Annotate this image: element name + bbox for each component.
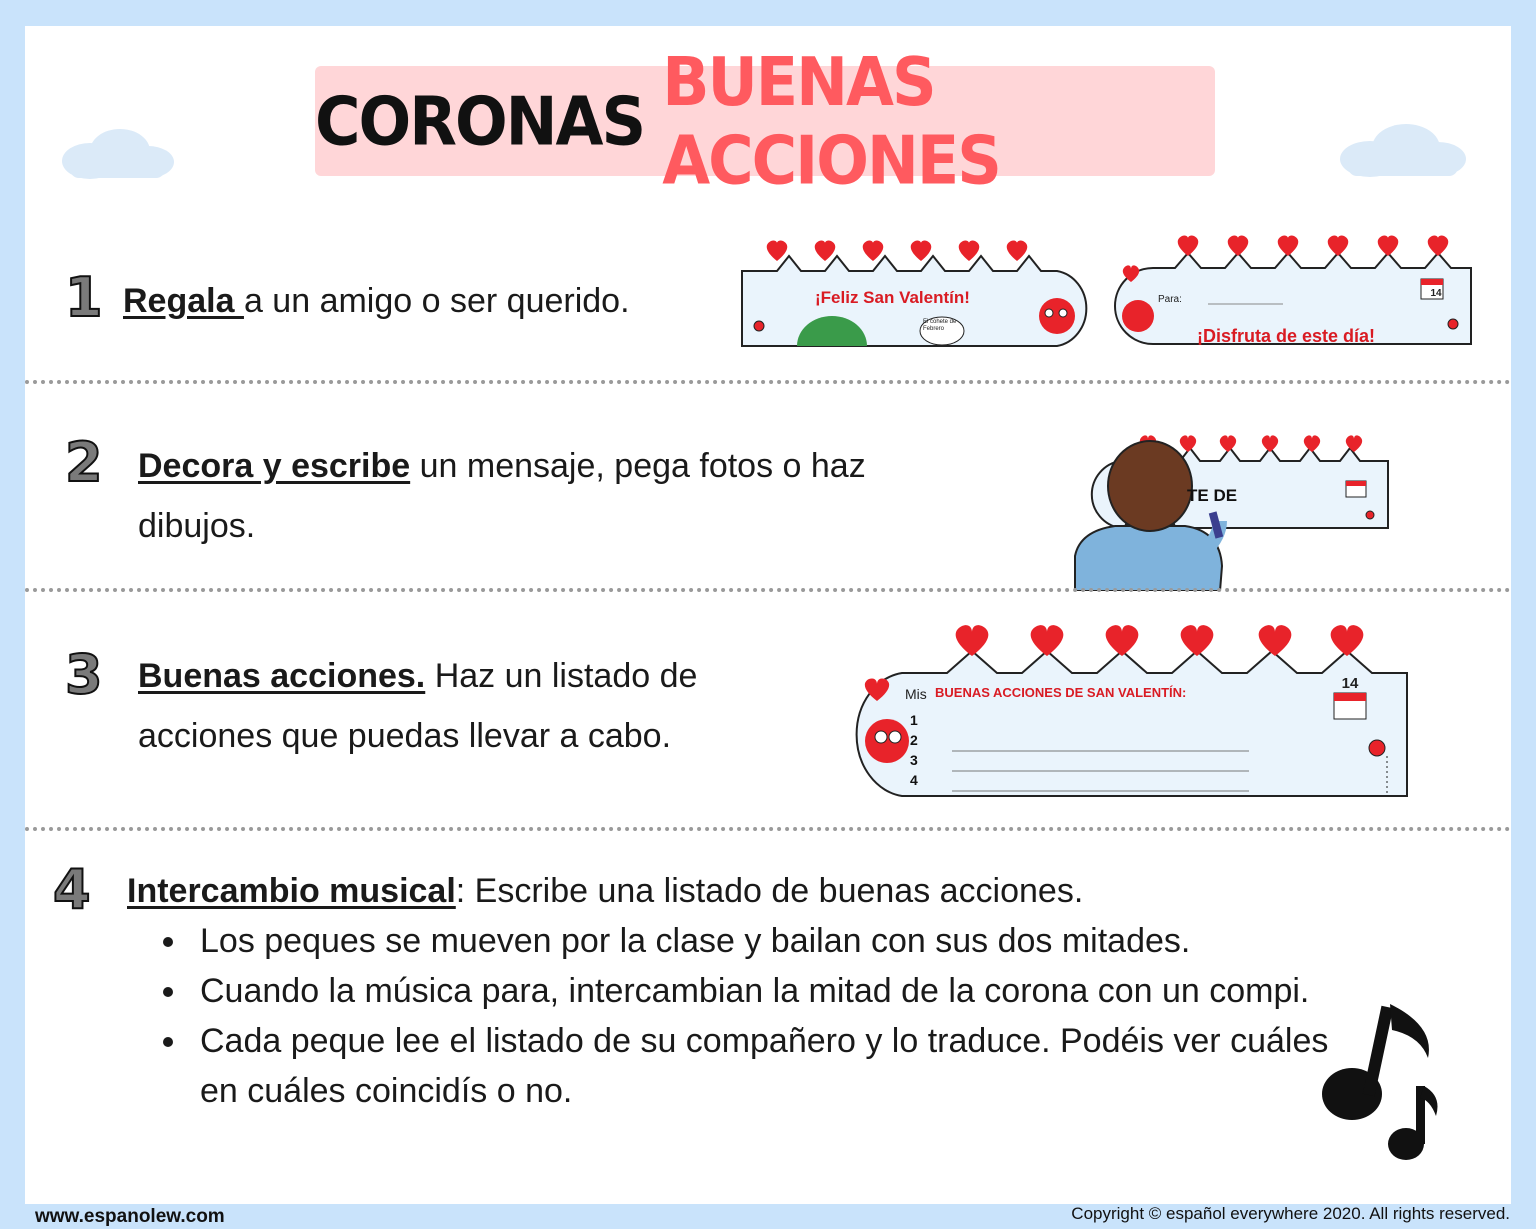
- footer-website: www.espanolew.com: [35, 1206, 225, 1227]
- step-number-4: 4: [53, 858, 91, 921]
- section-divider: [25, 380, 1511, 384]
- step-2-text: [138, 436, 968, 556]
- crown-4-prefix: Mis: [905, 686, 927, 702]
- crown-1-small: El cohete de Febrero: [923, 319, 957, 332]
- step-4-bold: Intercambio musical: [127, 872, 456, 910]
- step-2-bold: Decora y escribe: [138, 447, 411, 485]
- crown-3-text: TE DE: [1187, 486, 1238, 505]
- heart-icon: [1178, 235, 1199, 256]
- bullet-item: • Cuando la música para, intercambian la mitad de la corona con un compi.: [190, 966, 1340, 1016]
- heart-icon: [1428, 235, 1449, 256]
- list-item: 3: [910, 752, 918, 768]
- crown-image-3: [1070, 426, 1395, 591]
- crown-4-calendar-day: 14: [1341, 675, 1359, 692]
- worksheet-page: [25, 26, 1511, 1204]
- cloud-icon: [60, 126, 175, 181]
- bullet-item: • Los peques se mueven por la clase y bailan con sus dos mitades.: [190, 916, 1340, 966]
- list-item: 4: [910, 772, 918, 788]
- step-1-bold: Regala: [123, 282, 244, 320]
- crown-2-para-label: Para:: [1158, 294, 1182, 305]
- heart-icon: [767, 240, 788, 261]
- list-item: 1: [910, 712, 918, 728]
- cloud-icon: [1338, 121, 1468, 179]
- section-divider: [25, 588, 1511, 592]
- bullet-item: • Cada peque lee el listado de su compañero y lo traduce. Podéis ver cuáles en cuáles coincidís o no.: [190, 1016, 1340, 1116]
- heart-icon: [1180, 435, 1196, 452]
- crown-4-title: BUENAS ACCIONES DE SAN VALENTÍN:: [935, 685, 1187, 700]
- step-3-body: Haz un listado de acciones que puedas llevar a cabo.: [138, 657, 698, 755]
- crown-2-text: ¡Disfruta de este día!: [1197, 326, 1376, 346]
- step-1-body: a un amigo o ser querido.: [243, 282, 630, 320]
- footer-copyright: Copyright © español everywhere 2020. All rights reserved.: [1071, 1204, 1510, 1223]
- title-banner: [315, 42, 1215, 200]
- title-buenas-acciones: BUENAS ACCIONES: [662, 42, 1000, 200]
- step-number-3: 3: [65, 643, 103, 706]
- step-3-bold: Buenas acciones.: [138, 657, 426, 695]
- step-number-2: 2: [65, 431, 103, 494]
- heart-icon: [1228, 235, 1249, 256]
- step-3-text: [138, 646, 788, 766]
- heart-icon: [911, 240, 932, 261]
- step-2-body: un mensaje, pega fotos o haz dibujos.: [138, 447, 866, 545]
- list-item: 2: [910, 732, 918, 748]
- step-4-body: : Escribe una listado de buenas acciones.: [455, 872, 1084, 910]
- heart-icon: [1007, 240, 1028, 261]
- heart-icon: [1331, 625, 1364, 656]
- heart-icon: [1220, 435, 1236, 452]
- heart-icon: [1328, 235, 1349, 256]
- heart-icon: [1106, 625, 1139, 656]
- heart-icon: [1262, 435, 1278, 452]
- title-coronas: CORONAS: [315, 81, 645, 161]
- heart-icon: [1378, 235, 1399, 256]
- music-note-icon: [1320, 996, 1440, 1166]
- step-4-text: [127, 861, 1277, 921]
- crown-1-text: ¡Feliz San Valentín!: [815, 288, 970, 307]
- heart-icon: [1031, 625, 1064, 656]
- crown-4-lines: [910, 710, 918, 790]
- step-number-1: 1: [65, 266, 103, 329]
- heart-icon: [1278, 235, 1299, 256]
- section-divider: [25, 827, 1511, 831]
- heart-icon: [1304, 435, 1320, 452]
- heart-icon: [959, 240, 980, 261]
- step-4-bullets: [155, 916, 1340, 1116]
- heart-icon: [1181, 625, 1214, 656]
- heart-icon: [956, 625, 989, 656]
- step-1-text: [123, 271, 743, 331]
- heart-icon: [1259, 625, 1292, 656]
- heart-icon: [815, 240, 836, 261]
- heart-icon: [863, 240, 884, 261]
- crown-2-calendar-day: 14: [1430, 288, 1442, 299]
- crown-image-4: [847, 611, 1412, 801]
